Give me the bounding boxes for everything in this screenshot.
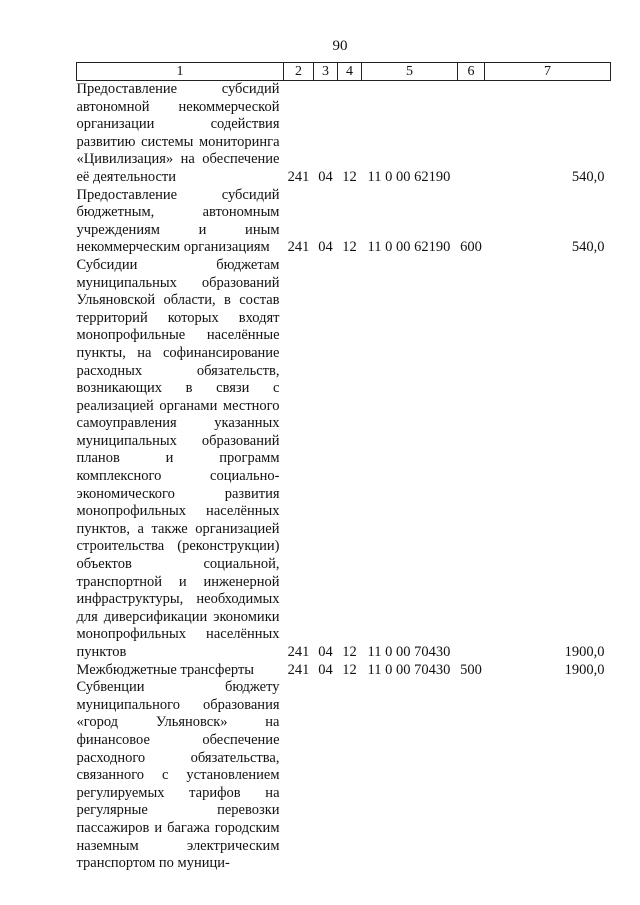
expense-type-code: 500 [460, 661, 482, 678]
target-article-code: 11 0 00 62190 [367, 168, 451, 185]
expense-type-code [458, 81, 485, 187]
ministry-code [284, 679, 314, 873]
table-row [77, 257, 611, 662]
ministry-code: 241 [287, 644, 310, 660]
row-description: Субсидии бюджетам муниципальных образований Ульяновской области, в состав территорий которых входят монопрофильные населённые пункты, на софинансирование расходных обязательств, возникающих в связи с реализацией органами местного самоуправления указанных муниципальных образований планов и программ комплексного социально-экономического развития монопрофильных населённых пунктов, а также организацией строительства (реконструкции) объектов социальной, транспортной и инженерной инфраструктуры, необходимых для диверсификации экономики монопрофильных населённых пунктов [76, 256, 280, 660]
column-header-5: 5 [362, 63, 458, 81]
table-row [77, 81, 611, 187]
budget-table [76, 62, 611, 873]
column-header-4: 4 [338, 63, 362, 81]
subsection-code [338, 679, 362, 873]
expense-type-code [458, 257, 485, 662]
section-code: 04 [318, 644, 333, 660]
row-description: Предоставление субсидий автономной некоммерческой организации содействия развитию системы мониторинга «Цивилизация» на обеспечение её деятельности [76, 81, 280, 185]
table-row [77, 679, 611, 873]
ministry-code: 241 [287, 168, 310, 185]
section-code: 04 [318, 661, 333, 678]
column-header-7: 7 [485, 63, 611, 81]
expense-type-code: 600 [460, 239, 482, 256]
table-row [77, 662, 611, 680]
subsection-code: 12 [342, 644, 357, 660]
section-code: 04 [318, 239, 333, 256]
subsection-code: 12 [342, 661, 357, 678]
target-article-code: 11 0 00 70430 [367, 661, 451, 678]
ministry-code: 241 [287, 661, 310, 678]
table-row [77, 187, 611, 257]
page-number: 90 [332, 38, 348, 54]
row-description: Субвенции бюджету муниципального образования «город Ульяновск» на финансовое обеспечение расходного обязательства, связанного с установлением регулируемых тарифов на регулярные перевозки пассажиров и багажа городским наземным электрическим транспортом по муници- [76, 679, 280, 872]
row-description: Предоставление субсидий бюджетным, автономным учреждениям и иным некоммерческим организациям [76, 186, 280, 256]
column-header-1: 1 [77, 63, 284, 81]
column-header-3: 3 [314, 63, 338, 81]
subsection-code: 12 [342, 168, 357, 185]
amount: 540,0 [571, 239, 605, 256]
amount: 1900,0 [564, 644, 605, 660]
subsection-code: 12 [342, 239, 357, 256]
table-header-row [77, 63, 611, 81]
target-article-code [362, 679, 458, 873]
target-article-code: 11 0 00 70430 [367, 644, 451, 660]
amount [485, 679, 611, 873]
section-code: 04 [318, 168, 333, 185]
row-description: Межбюджетные трансферты [76, 661, 255, 678]
section-code [314, 679, 338, 873]
ministry-code: 241 [287, 239, 310, 256]
column-header-2: 2 [284, 63, 314, 81]
column-header-6: 6 [458, 63, 485, 81]
amount: 1900,0 [564, 661, 605, 678]
target-article-code: 11 0 00 62190 [367, 239, 451, 256]
expense-type-code [458, 679, 485, 873]
amount: 540,0 [571, 168, 605, 185]
